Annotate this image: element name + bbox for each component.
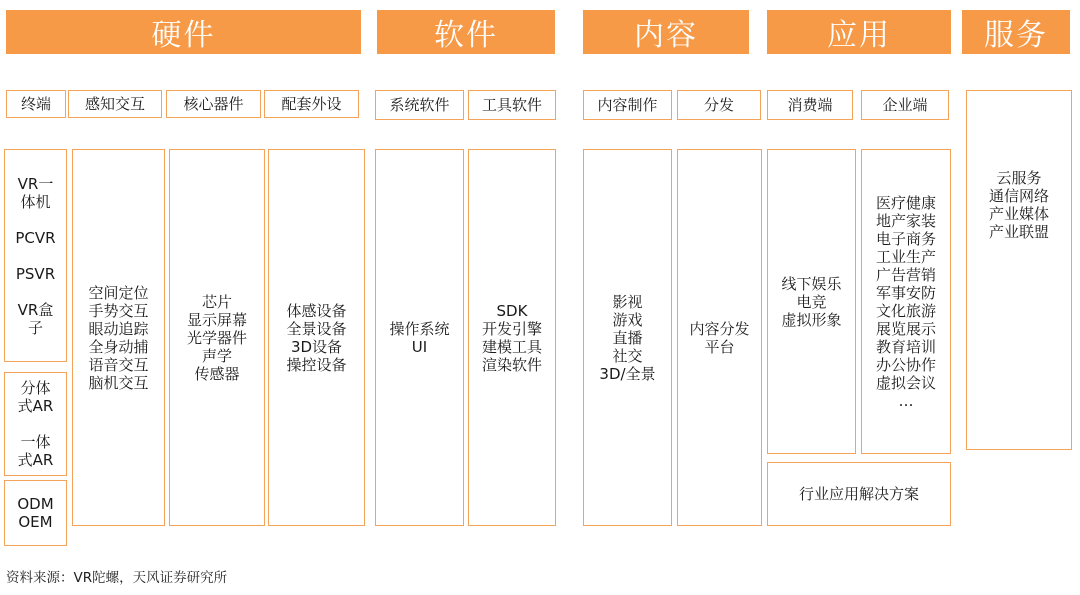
industry-solutions-box: 行业应用解决方案: [767, 462, 951, 526]
label-terminal: 终端: [6, 90, 66, 118]
source-note: 资料来源：VR陀螺，天风证券研究所: [6, 570, 228, 586]
header-hardware: 硬件: [6, 10, 361, 54]
label-peripherals: 配套外设: [264, 90, 359, 118]
label-core-components: 核心器件: [166, 90, 261, 118]
label-distribution: 分发: [677, 90, 761, 120]
header-application: 应用: [767, 10, 951, 54]
label-system-software: 系统软件: [375, 90, 464, 120]
label-enterprise: 企业端: [861, 90, 949, 120]
header-content: 内容: [583, 10, 749, 54]
content-production-box: 影视 游戏 直播 社交 3D/全景: [583, 149, 672, 526]
service-box: 云服务 通信网络 产业媒体 产业联盟: [966, 90, 1072, 450]
peripherals-box: 体感设备 全景设备 3D设备 操控设备: [268, 149, 365, 526]
tool-software-box: SDK 开发引擎 建模工具 渲染软件: [468, 149, 556, 526]
label-perception: 感知交互: [68, 90, 162, 118]
perception-box: 空间定位 手势交互 眼动追踪 全身动捕 语音交互 脑机交互: [72, 149, 165, 526]
header-service: 服务: [962, 10, 1070, 54]
label-tool-software: 工具软件: [468, 90, 556, 120]
consumer-box: 线下娱乐 电竞 虚拟形象: [767, 149, 856, 454]
label-content-production: 内容制作: [583, 90, 672, 120]
header-software: 软件: [377, 10, 555, 54]
label-consumer: 消费端: [767, 90, 853, 120]
terminal-odm-box: ODM OEM: [4, 480, 67, 546]
terminal-vr-box: VR一 体机 PCVR PSVR VR盒 子: [4, 149, 67, 362]
enterprise-box: 医疗健康 地产家装 电子商务 工业生产 广告营销 军事安防 文化旅游 展览展示 教育培训 办公协作 虚拟会议 …: [861, 149, 951, 454]
system-software-box: 操作系统 UI: [375, 149, 464, 526]
terminal-ar-box: 分体 式AR 一体 式AR: [4, 372, 67, 476]
core-components-box: 芯片 显示屏幕 光学器件 声学 传感器: [169, 149, 265, 526]
distribution-box: 内容分发 平台: [677, 149, 762, 526]
